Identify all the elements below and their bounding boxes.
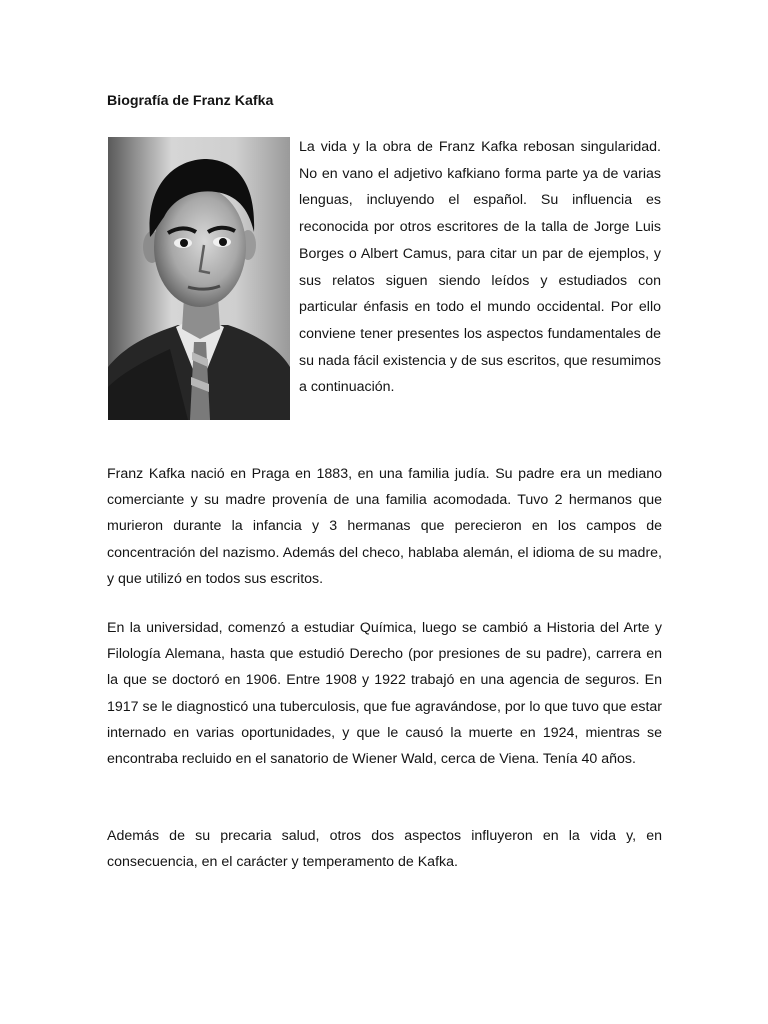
paragraph-university: [107, 615, 662, 772]
paragraph-health: [107, 823, 662, 875]
paragraph-text: En la universidad, comenzó a estudiar Química, luego se cambió a Historia del Arte y Filología Alemana, hasta que estudió Derecho (por presiones de su padre), carrera en la que se doctoró en 1906. Entre 1908 y 1922 trabajó en una agencia de seguros. En 1917 se le diagnosticó una tuberculosis, que fue agravándose, por lo que tuvo que estar internado en varias oportunidades, y que le causó la muerte en 1924, mientras se encontraba recluido en el sanatorio de Wiener Wald, cerca de Viena. Tenía 40 años.: [107, 620, 662, 768]
paragraph-text: Franz Kafka nació en Praga en 1883, en una familia judía. Su padre era un mediano comerciante y su madre provenía de una familia acomodada. Tuvo 2 hermanos que murieron durante la infancia y 3 hermanas que perecieron en los campos de concentración del nazismo. Además del checo, hablaba alemán, el idioma de su madre, y que utilizó en todos sus escritos.: [107, 466, 662, 587]
intro-paragraph: [299, 134, 661, 401]
document-title: Biografía de Franz Kafka: [107, 93, 274, 109]
paragraph-birth: [107, 461, 662, 592]
portrait-photo-icon: [108, 137, 290, 420]
paragraph-text: Además de su precaria salud, otros dos aspectos influyeron en la vida y, en consecuencia, en el carácter y temperamento de Kafka.: [107, 828, 662, 871]
intro-text: La vida y la obra de Franz Kafka rebosan singularidad. No en vano el adjetivo kafkiano forma parte ya de varias lenguas, incluyendo el español. Su influencia es reconocida por otros escritores de la talla de Jorge Luis Borges o Albert Camus, para citar un par de ejemplos, y sus relatos siguen siendo leídos y estudiados con particular énfasis en todo el mundo occidental. Por ello conviene tener presentes los aspectos fundamentales de su nada fácil existencia y de sus escritos, que resumimos a continuación.: [299, 139, 661, 396]
